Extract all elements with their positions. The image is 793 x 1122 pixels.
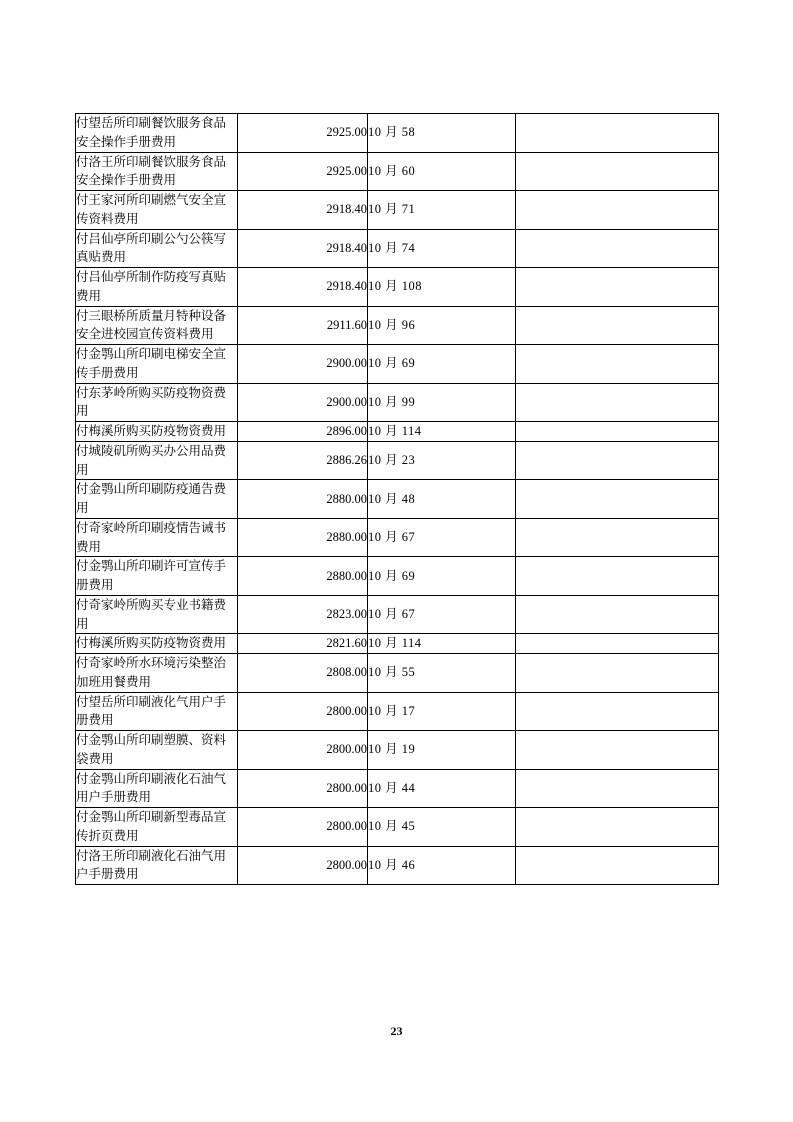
table-row (76, 441, 719, 480)
expense-reference: 10 月 69 (368, 557, 516, 596)
expense-description: 付洛王所印刷餐饮服务食品安全操作手册费用 (76, 152, 238, 191)
expense-amount: 2800.00 (238, 808, 368, 847)
expense-note (516, 152, 719, 191)
expense-reference: 10 月 96 (368, 306, 516, 345)
expense-description: 付金鹗山所印刷塑膜、资料袋费用 (76, 731, 238, 770)
table-row (76, 191, 719, 230)
expense-table (75, 113, 719, 885)
table-row (76, 731, 719, 770)
table-row (76, 654, 719, 693)
table-row (76, 229, 719, 268)
expense-note (516, 654, 719, 693)
expense-description: 付金鹗山所印刷液化石油气用户手册费用 (76, 769, 238, 808)
expense-note (516, 229, 719, 268)
expense-description: 付金鹗山所印刷电梯安全宣传手册费用 (76, 345, 238, 384)
expense-note (516, 306, 719, 345)
expense-amount: 2900.00 (238, 345, 368, 384)
expense-description: 付城陵矶所购买办公用品费用 (76, 441, 238, 480)
expense-description: 付梅溪所购买防疫物资费用 (76, 422, 238, 442)
expense-reference: 10 月 114 (368, 634, 516, 654)
expense-description: 付金鹗山所印刷新型毒品宣传折页费用 (76, 808, 238, 847)
expense-note (516, 769, 719, 808)
expense-amount: 2800.00 (238, 769, 368, 808)
expense-description: 付东茅岭所购买防疫物资费用 (76, 383, 238, 422)
expense-reference: 10 月 55 (368, 654, 516, 693)
expense-description: 付望岳所印刷餐饮服务食品安全操作手册费用 (76, 114, 238, 153)
expense-reference: 10 月 99 (368, 383, 516, 422)
expense-description: 付吕仙亭所制作防疫写真贴费用 (76, 268, 238, 307)
expense-amount: 2821.60 (238, 634, 368, 654)
table-row (76, 480, 719, 519)
expense-amount: 2918.40 (238, 268, 368, 307)
expense-amount: 2880.00 (238, 518, 368, 557)
table-row (76, 769, 719, 808)
expense-note (516, 268, 719, 307)
table-row (76, 345, 719, 384)
expense-note (516, 518, 719, 557)
table-row (76, 114, 719, 153)
expense-amount: 2918.40 (238, 229, 368, 268)
expense-reference: 10 月 19 (368, 731, 516, 770)
expense-note (516, 114, 719, 153)
expense-note (516, 846, 719, 885)
expense-note (516, 345, 719, 384)
expense-description: 付金鹗山所印刷防疫通告费用 (76, 480, 238, 519)
table-row (76, 846, 719, 885)
expense-note (516, 480, 719, 519)
expense-amount: 2886.26 (238, 441, 368, 480)
expense-reference: 10 月 67 (368, 518, 516, 557)
expense-description: 付吕仙亭所印刷公勺公筷写真贴费用 (76, 229, 238, 268)
expense-description: 付奇家岭所购买专业书籍费用 (76, 595, 238, 634)
expense-note (516, 595, 719, 634)
expense-description: 付金鹗山所印刷许可宣传手册费用 (76, 557, 238, 596)
expense-description: 付望岳所印刷液化气用户手册费用 (76, 692, 238, 731)
table-row (76, 152, 719, 191)
expense-amount: 2800.00 (238, 846, 368, 885)
expense-amount: 2900.00 (238, 383, 368, 422)
table-row (76, 306, 719, 345)
expense-amount: 2800.00 (238, 731, 368, 770)
expense-reference: 10 月 45 (368, 808, 516, 847)
expense-note (516, 634, 719, 654)
table-row (76, 557, 719, 596)
expense-amount: 2925.00 (238, 152, 368, 191)
expense-reference: 10 月 74 (368, 229, 516, 268)
expense-note (516, 422, 719, 442)
table-row (76, 634, 719, 654)
expense-amount: 2925.00 (238, 114, 368, 153)
expense-note (516, 692, 719, 731)
expense-reference: 10 月 114 (368, 422, 516, 442)
expense-description: 付奇家岭所印刷疫情告诫书费用 (76, 518, 238, 557)
expense-reference: 10 月 17 (368, 692, 516, 731)
table-row (76, 268, 719, 307)
page-number: 23 (390, 1024, 403, 1038)
table-row (76, 518, 719, 557)
table-row (76, 383, 719, 422)
expense-reference: 10 月 67 (368, 595, 516, 634)
expense-amount: 2896.00 (238, 422, 368, 442)
table-row (76, 808, 719, 847)
expense-description: 付三眼桥所质量月特种设备安全进校园宣传资料费用 (76, 306, 238, 345)
expense-amount: 2823.00 (238, 595, 368, 634)
expense-note (516, 731, 719, 770)
expense-reference: 10 月 69 (368, 345, 516, 384)
expense-reference: 10 月 60 (368, 152, 516, 191)
expense-description: 付梅溪所购买防疫物资费用 (76, 634, 238, 654)
expense-amount: 2800.00 (238, 692, 368, 731)
expense-note (516, 383, 719, 422)
expense-amount: 2918.40 (238, 191, 368, 230)
expense-note (516, 557, 719, 596)
expense-reference: 10 月 46 (368, 846, 516, 885)
expense-note (516, 191, 719, 230)
expense-reference: 10 月 44 (368, 769, 516, 808)
expense-reference: 10 月 23 (368, 441, 516, 480)
expense-reference: 10 月 48 (368, 480, 516, 519)
expense-table-body (76, 114, 719, 885)
expense-description: 付奇家岭所水环境污染整治加班用餐费用 (76, 654, 238, 693)
expense-amount: 2880.00 (238, 557, 368, 596)
expense-reference: 10 月 58 (368, 114, 516, 153)
expense-description: 付洛王所印刷液化石油气用户手册费用 (76, 846, 238, 885)
table-row (76, 595, 719, 634)
expense-amount: 2880.00 (238, 480, 368, 519)
expense-note (516, 808, 719, 847)
expense-description: 付王家河所印刷燃气安全宣传资料费用 (76, 191, 238, 230)
table-row (76, 422, 719, 442)
expense-amount: 2808.00 (238, 654, 368, 693)
table-row (76, 692, 719, 731)
expense-reference: 10 月 108 (368, 268, 516, 307)
expense-amount: 2911.60 (238, 306, 368, 345)
expense-note (516, 441, 719, 480)
expense-reference: 10 月 71 (368, 191, 516, 230)
